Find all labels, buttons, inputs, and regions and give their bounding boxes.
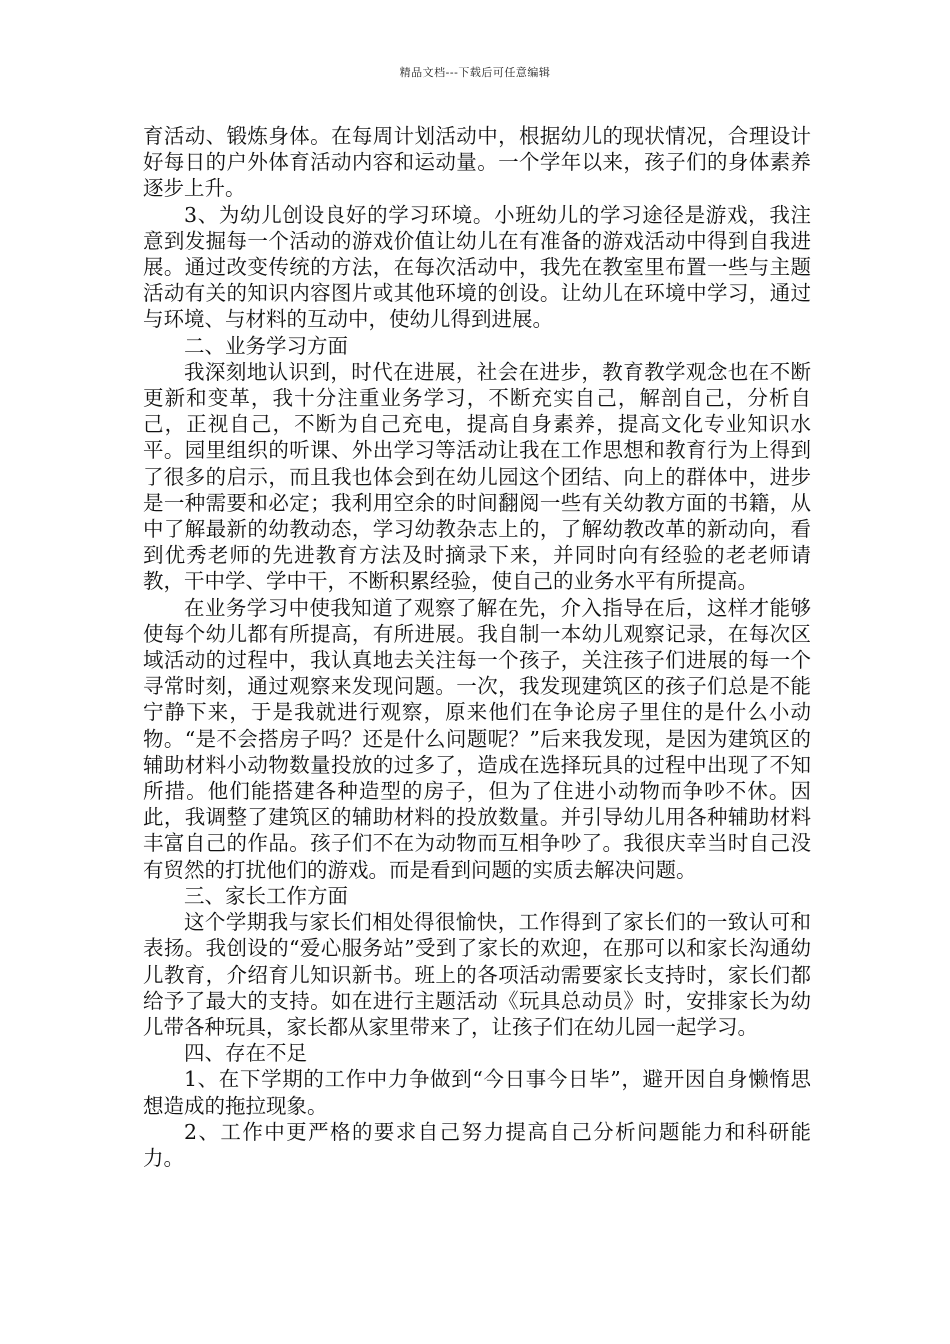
page-header: 精品文档---下载后可任意编辑 <box>399 66 551 79</box>
document-body <box>143 123 811 1171</box>
paragraph-observation: 在业务学习中使我知道了观察了解在先，介入指导在后，这样才能够使每个幼儿都有所提高，有所进展。我自制一本幼儿观察记录，在每次区域活动的过程中，我认真地去关注每一个孩子，关注孩子们进展的每一个寻常时刻，通过观察来发现问题。一次，我发现建筑区的孩子们总是不能宁静下来，于是我就进行观察，原来他们在争论房子里住的是什么小动物。“是不会搭房子吗？还是什么问题呢？”后来我发现，是因为建筑区的辅助材料小动物数量投放的过多了，造成在选择玩具的过程中出现了不知所措。他们能搭建各种造型的房子，但为了住进小动物而争吵不休。因此，我调整了建筑区的辅助材料的投放数量。并引导幼儿用各种辅助材料丰富自己的作品。孩子们不在为动物而互相争吵了。我很庆幸当时自己没有贸然的打扰他们的游戏。而是看到问题的实质去解决问题。 <box>143 595 811 882</box>
paragraph-shortcoming-2: 2、工作中更严格的要求自己努力提高自己分析问题能力和科研能力。 <box>143 1119 811 1170</box>
section-heading-shortcomings: 四、存在不足 <box>184 1041 307 1066</box>
paragraph-parent-work: 这个学期我与家长们相处得很愉快，工作得到了家长们的一致认可和表扬。我创设的“爱心服务站”受到了家长的欢迎，在那可以和家长沟通幼儿教育，介绍育儿知识新书。班上的各项活动需要家长支持时，家长们都给予了最大的支持。如在进行主题活动《玩具总动员》时，安排家长为幼儿带各种玩具，家长都从家里带来了，让孩子们在幼儿园一起学习。 <box>143 910 811 1039</box>
paragraph-business-study: 我深刻地认识到，时代在进展，社会在进步，教育教学观念也在不断更新和变革，我十分注重业务学习，不断充实自己，解剖自己，分析自己，正视自己，不断为自己充电，提高自身素养，提高文化专业知识水平。园里组织的听课、外出学习等活动让我在工作思想和教育行为上得到了很多的启示，而且我也体会到在幼儿园这个团结、向上的群体中，进步是一种需要和必定；我利用空余的时间翻阅一些有关幼教方面的书籍，从中了解最新的幼教动态，学习幼教杂志上的，了解幼教改革的新动向，看到优秀老师的先进教育方法及时摘录下来，并同时向有经验的老老师请教，干中学、学中干，不断积累经验，使自己的业务水平有所提高。 <box>143 359 811 594</box>
section-heading-business-study: 二、业务学习方面 <box>184 333 348 358</box>
section-heading-parent-work: 三、家长工作方面 <box>184 883 348 908</box>
paragraph-learning-environment: 3、为幼儿创设良好的学习环境。小班幼儿的学习途径是游戏，我注意到发掘每一个活动的游戏价值让幼儿在有准备的游戏活动中得到自我进展。通过改变传统的方法，在每次活动中，我先在教室里布置一些与主题活动有关的知识内容图片或其他环境的创设。让幼儿在环境中学习，通过与环境、与材料的互动中，使幼儿得到进展。 <box>143 202 811 332</box>
paragraph-continuation: 育活动、锻炼身体。在每周计划活动中，根据幼儿的现状情况，合理设计好每日的户外体育活动内容和运动量。一个学年以来，孩子们的身体素养逐步上升。 <box>143 124 811 201</box>
paragraph-shortcoming-1: 1、在下学期的工作中力争做到“今日事今日毕”，避开因自身懒惰思想造成的拖拉现象。 <box>143 1067 811 1118</box>
